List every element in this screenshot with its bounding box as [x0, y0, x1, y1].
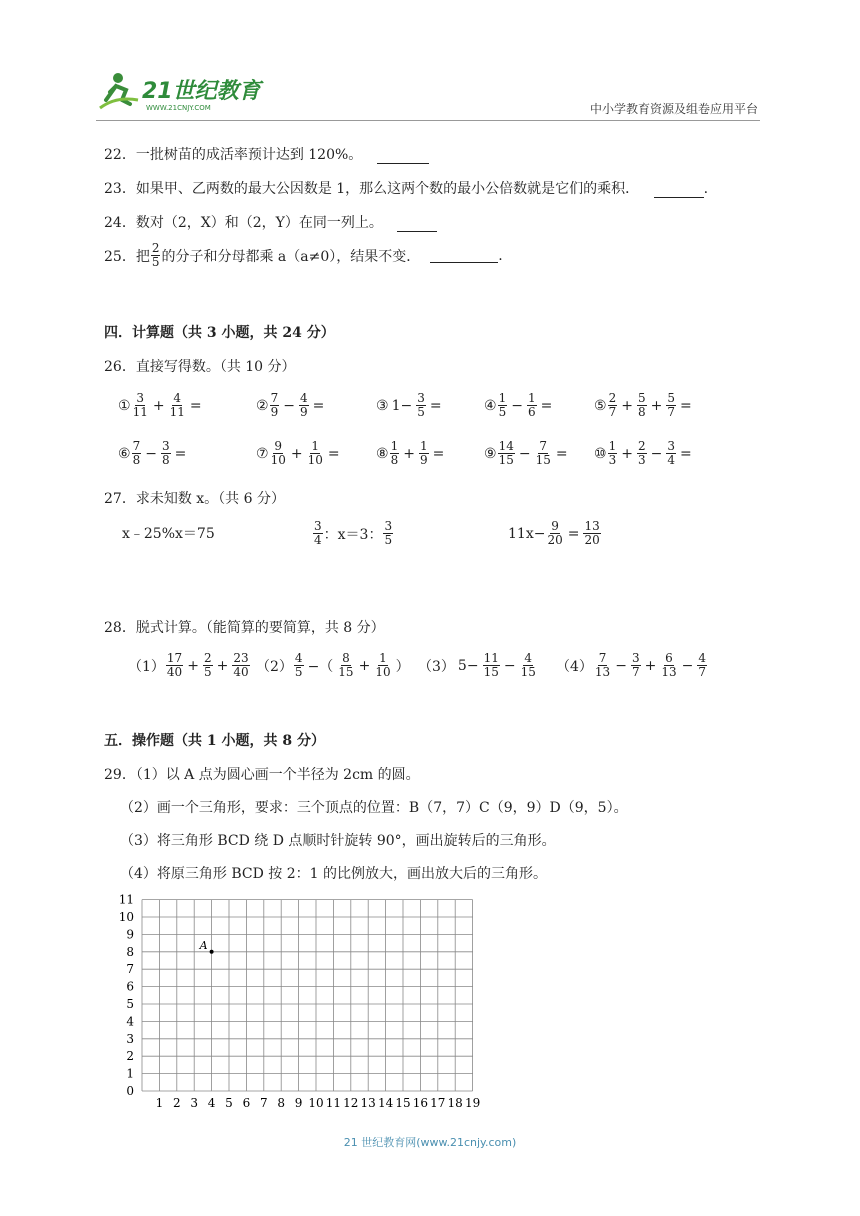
operator: −	[145, 445, 157, 462]
equation-2-mid: ：x＝3：	[323, 526, 383, 543]
logo-sub: WWW.21CNJY.COM	[146, 104, 211, 112]
y-tick-label: 9	[126, 927, 134, 942]
operator: +	[650, 397, 663, 414]
question-24-text: 24．数对（2，X）和（2，Y）在同一列上。	[104, 215, 383, 231]
logo-text: 21世纪教育	[142, 79, 261, 104]
question-25-text: 的分子和分母都乘 a（a≠0），结果不变．	[161, 248, 421, 265]
expression	[256, 392, 327, 419]
equation-1: x﹣25%x＝75	[122, 526, 215, 542]
expression-label: ⑨	[484, 445, 497, 462]
operator: −	[518, 445, 531, 462]
operator: =	[312, 397, 325, 414]
expression	[118, 392, 205, 419]
equals-sign: =	[567, 525, 580, 542]
expression-label: （1）	[128, 658, 165, 675]
equation-3	[508, 520, 602, 547]
fraction: $\frac{1}{5}$	[498, 391, 507, 419]
question-27-title: 27．求未知数 x。（共 6 分）	[104, 491, 285, 507]
question-29-line-3: （3）将三角形 BCD 绕 D 点顺时针旋转 90°，画出旋转后的三角形。	[120, 833, 556, 849]
question-25-tail: .	[498, 247, 503, 264]
x-tick-label: 2	[172, 1096, 181, 1110]
equation-2	[312, 520, 394, 547]
operator: =	[679, 397, 692, 414]
fraction: $\frac{1}{10}$	[307, 439, 323, 467]
operator: =	[189, 397, 202, 414]
fraction: $\frac{6}{13}$	[661, 651, 677, 679]
fraction: $\frac{5}{7}$	[667, 391, 675, 419]
x-tick-label: 7	[259, 1096, 268, 1110]
fraction: $\frac{2}{7}$	[608, 391, 617, 419]
operator: +	[358, 657, 371, 674]
section-5-title: 五．操作题（共 1 小题，共 8 分）	[104, 733, 325, 749]
operator: ）	[395, 658, 410, 675]
fraction: $\frac{13}{20}$	[584, 519, 600, 547]
fraction: $\frac{1}{9}$	[419, 439, 428, 467]
fraction: $\frac{5}{8}$	[637, 391, 646, 419]
y-tick-label: 6	[126, 979, 134, 994]
x-tick-label: 16	[412, 1096, 429, 1110]
fraction: $\frac{3}{11}$	[132, 391, 148, 419]
x-tick-label: 11	[325, 1096, 342, 1110]
expression	[376, 440, 447, 467]
expression-label: ①	[118, 397, 131, 414]
operator: =	[327, 445, 340, 462]
equation-3-pre: 11x−	[508, 525, 546, 542]
expression-label: ④	[484, 397, 497, 414]
fraction: $\frac{1}{3}$	[608, 439, 617, 467]
y-tick-label: 0	[126, 1084, 134, 1098]
x-tick-label: 18	[447, 1096, 463, 1110]
expression	[556, 652, 708, 679]
x-tick-label: 12	[343, 1096, 359, 1110]
x-tick-label: 4	[207, 1096, 216, 1110]
expression	[594, 440, 695, 467]
fraction: $\frac{3}{5}$	[417, 391, 425, 419]
coordinate-grid[interactable]	[112, 893, 482, 1115]
expression	[118, 440, 189, 467]
fraction: $\frac{2}{5}$	[151, 241, 160, 269]
operator: 5−	[457, 657, 479, 674]
fraction: $\frac{7}{8}$	[132, 439, 141, 467]
operator: −	[681, 657, 694, 674]
expression-label: ⑤	[594, 397, 607, 414]
fraction: $\frac{4}{15}$	[520, 651, 536, 679]
operator: =	[174, 445, 187, 462]
fraction: $\frac{7}{15}$	[535, 439, 551, 467]
fraction: $\frac{3}{4}$	[667, 439, 675, 467]
question-29-line-4: （4）将原三角形 BCD 按 2：1 的比例放大，画出放大后的三角形。	[120, 866, 548, 882]
operator: +	[644, 657, 657, 674]
question-25-prefix: 25．把	[104, 248, 150, 265]
expression	[484, 392, 555, 419]
fraction: $\frac{3}{4}$	[314, 519, 322, 547]
expression-label: ⑥	[118, 445, 131, 462]
fraction: $\frac{4}{9}$	[299, 391, 308, 419]
fraction: $\frac{9}{20}$	[547, 519, 563, 547]
fraction: $\frac{3}{7}$	[631, 651, 640, 679]
expression	[256, 652, 413, 679]
operator: −	[650, 445, 663, 462]
expression-label: （4）	[556, 658, 593, 675]
fraction: $\frac{2}{5}$	[203, 651, 212, 679]
answer-blank-24[interactable]	[397, 217, 437, 232]
expression	[128, 652, 251, 679]
y-tick-label: 3	[126, 1031, 134, 1046]
expression-label: （2）	[256, 658, 293, 675]
point-a	[210, 950, 214, 954]
x-tick-label: 6	[242, 1096, 251, 1110]
fraction: $\frac{23}{40}$	[233, 651, 249, 679]
x-tick-label: 13	[360, 1096, 376, 1110]
x-tick-label: 5	[225, 1096, 233, 1110]
operator: +	[187, 657, 199, 674]
expression-label: ⑦	[256, 445, 269, 462]
question-25	[104, 242, 503, 269]
question-26-title: 26．直接写得数。（共 10 分）	[104, 359, 296, 375]
x-tick-label: 19	[464, 1096, 481, 1110]
answer-blank-23[interactable]	[654, 183, 704, 198]
operator: +	[621, 397, 633, 414]
expression-label: ⑩	[594, 445, 607, 462]
expression	[256, 440, 343, 467]
operator: =	[679, 445, 692, 462]
fraction: $\frac{4}{11}$	[169, 391, 185, 419]
y-tick-label: 11	[118, 893, 134, 907]
fraction: $\frac{7}{9}$	[270, 391, 279, 419]
expression-label: ③	[376, 397, 389, 414]
fraction: $\frac{3}{8}$	[161, 439, 170, 467]
expression	[594, 392, 695, 419]
operator: −	[511, 397, 523, 414]
x-tick-label: 15	[395, 1096, 411, 1110]
question-23-tail: .	[703, 181, 709, 197]
fraction: $\frac{14}{15}$	[498, 439, 514, 467]
expression-label: （3）	[418, 658, 455, 675]
fraction: $\frac{3}{5}$	[384, 519, 393, 547]
operator: −（	[307, 658, 334, 675]
y-tick-label: 2	[126, 1049, 134, 1064]
header-divider	[96, 120, 760, 121]
y-tick-label: 8	[126, 944, 134, 959]
question-23-text: 23．如果甲、乙两数的最大公因数是 1，那么这两个数的最小公倍数就是它们的乘积．	[104, 181, 640, 197]
y-tick-label: 10	[118, 910, 134, 924]
x-tick-label: 3	[190, 1096, 199, 1110]
footer-text: 21 世纪教育网(www.21cnjy.com)	[343, 1136, 517, 1149]
fraction: $\frac{1}{8}$	[390, 439, 399, 467]
question-29-line-1: 29．（1）以 A 点为圆心画一个半径为 2cm 的圆。	[104, 767, 420, 783]
x-tick-label: 1	[155, 1096, 164, 1110]
x-tick-label: 8	[277, 1096, 286, 1110]
operator: +	[216, 657, 229, 674]
y-tick-label: 7	[126, 962, 134, 977]
operator: +	[290, 445, 303, 462]
fraction: $\frac{4}{7}$	[698, 651, 706, 679]
operator: −	[615, 657, 627, 674]
y-tick-label: 5	[126, 997, 134, 1011]
question-28-title: 28．脱式计算。（能简算的要简算，共 8 分）	[104, 620, 385, 636]
y-tick-label: 1	[126, 1066, 134, 1081]
fraction: $\frac{11}{15}$	[483, 651, 499, 679]
operator: 1−	[391, 397, 413, 414]
operator: =	[540, 397, 553, 414]
x-tick-label: 10	[308, 1096, 324, 1110]
x-tick-label: 14	[377, 1096, 394, 1110]
operator: =	[432, 445, 445, 462]
operator: −	[283, 397, 295, 414]
operator: =	[555, 445, 568, 462]
answer-blank-22[interactable]	[377, 149, 429, 164]
fraction: $\frac{1}{10}$	[375, 651, 391, 679]
platform-name: 中小学教育资源及组卷应用平台	[589, 102, 758, 116]
x-tick-label: 9	[294, 1096, 303, 1110]
expression	[484, 440, 571, 467]
expression-label: ②	[256, 397, 269, 414]
fraction: $\frac{8}{15}$	[338, 651, 354, 679]
question-29-line-2: （2）画一个三角形，要求：三个顶点的位置：B（7，7）C（9，9）D（9，5）。	[120, 800, 628, 816]
question-24	[104, 212, 437, 232]
section-4-title: 四．计算题（共 3 小题，共 24 分）	[104, 325, 335, 341]
question-22	[104, 144, 429, 164]
y-tick-label: 4	[126, 1014, 134, 1029]
operator: =	[429, 397, 442, 414]
expression	[418, 652, 538, 679]
point-a-label: A	[199, 938, 208, 952]
fraction: $\frac{7}{13}$	[594, 651, 611, 679]
operator: +	[152, 397, 165, 414]
fraction: $\frac{4}{5}$	[294, 651, 303, 679]
fraction: $\frac{17}{40}$	[166, 651, 183, 679]
site-logo	[96, 70, 266, 114]
fraction: $\frac{1}{6}$	[527, 391, 536, 419]
x-tick-label: 17	[430, 1096, 446, 1110]
operator: +	[403, 445, 415, 462]
expression	[376, 392, 445, 419]
answer-blank-25[interactable]	[430, 248, 498, 263]
operator: +	[621, 445, 633, 462]
question-22-text: 22．一批树苗的成活率预计达到 120%。	[104, 147, 363, 163]
fraction: $\frac{9}{10}$	[270, 439, 286, 467]
expression-label: ⑧	[376, 445, 389, 462]
question-23	[104, 178, 708, 198]
operator: −	[503, 657, 516, 674]
fraction: $\frac{2}{3}$	[637, 439, 646, 467]
